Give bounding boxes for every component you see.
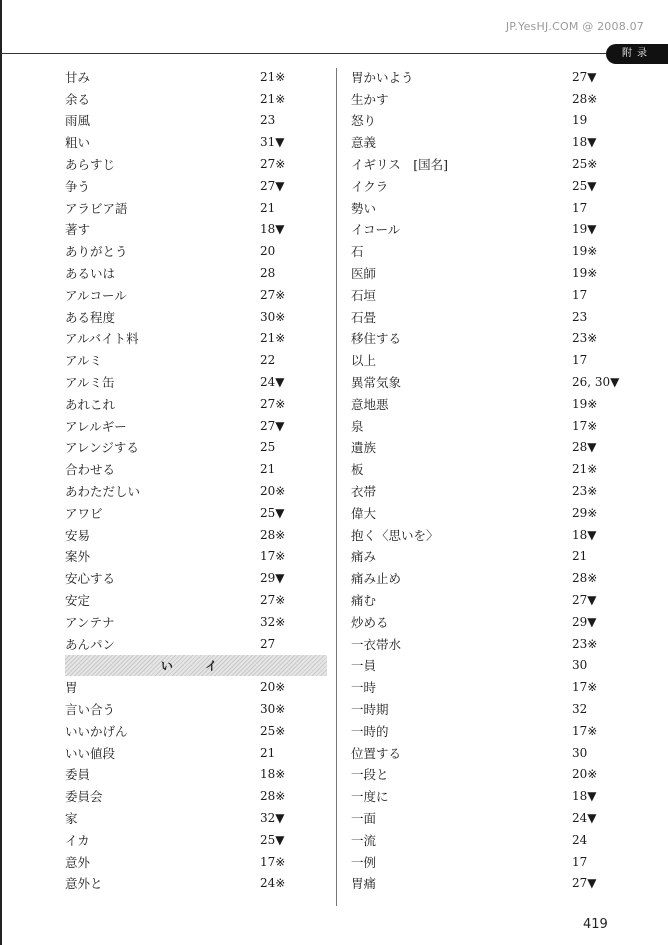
index-term: 泉 xyxy=(351,418,364,434)
page-reference: 32▼ xyxy=(260,810,285,825)
index-entry xyxy=(351,306,631,328)
index-term: アルミ缶 xyxy=(65,375,115,391)
index-entry xyxy=(65,415,335,437)
index-entry xyxy=(351,328,631,350)
index-entry xyxy=(351,415,631,437)
index-entry xyxy=(65,829,335,851)
index-entry xyxy=(351,458,631,480)
index-term: 安易 xyxy=(65,527,91,543)
page-reference: 24 xyxy=(572,832,588,847)
page-reference: 19※ xyxy=(572,244,598,259)
page-reference: 18▼ xyxy=(572,135,597,150)
page-reference: 18▼ xyxy=(572,789,597,804)
index-term: 甘み xyxy=(65,69,91,85)
page-reference: 20 xyxy=(260,244,276,259)
index-term: 勢い xyxy=(351,200,377,216)
index-term: 合わせる xyxy=(65,462,116,478)
page-reference: 19※ xyxy=(572,266,598,281)
index-term: イカ xyxy=(65,832,90,848)
index-entry xyxy=(65,131,335,153)
index-entry xyxy=(351,502,631,524)
index-entry xyxy=(65,458,335,480)
page-reference: 32 xyxy=(572,702,588,716)
index-term: 意外と xyxy=(65,876,103,892)
index-term: あるいは xyxy=(65,266,116,282)
page-reference: 30※ xyxy=(260,702,286,716)
index-term: 胃痛 xyxy=(351,876,377,892)
page-reference: 23※ xyxy=(572,331,598,346)
index-term: ありがとう xyxy=(65,244,128,260)
page-reference: 25▼ xyxy=(572,178,597,193)
index-entry xyxy=(351,175,631,197)
index-entry xyxy=(65,306,335,328)
page-reference: 21※ xyxy=(260,331,286,346)
index-entry xyxy=(351,698,631,720)
index-term: 言い合う xyxy=(65,702,116,717)
index-term: 胃かいよう xyxy=(351,69,414,85)
index-entry xyxy=(351,131,631,153)
page-reference: 21※ xyxy=(572,462,598,477)
section-heading-i xyxy=(65,655,327,677)
index-entry xyxy=(65,524,335,546)
appendix-tab: 附录 xyxy=(606,44,668,64)
index-entry xyxy=(351,720,631,742)
index-entry xyxy=(65,88,335,110)
page-reference: 21 xyxy=(260,200,276,215)
index-term: 意義 xyxy=(351,135,377,151)
page-reference: 17 xyxy=(572,854,588,869)
index-entry xyxy=(351,589,631,611)
index-entry xyxy=(65,197,335,219)
page-reference: 17※ xyxy=(260,854,286,869)
page-reference: 17※ xyxy=(572,418,598,433)
page-reference: 19 xyxy=(572,113,588,128)
index-term: 医師 xyxy=(351,266,377,282)
page-reference: 21※ xyxy=(260,91,286,106)
page-reference: 17 xyxy=(572,353,588,368)
section-heading-label: い イ xyxy=(160,658,232,673)
page-reference: 25 xyxy=(260,440,276,455)
page-reference: 17 xyxy=(572,200,588,215)
index-term: 位置する xyxy=(351,745,402,761)
index-entry xyxy=(65,567,335,589)
page-reference: 23※ xyxy=(572,484,598,499)
page-reference: 20※ xyxy=(260,680,286,695)
index-column-right xyxy=(351,66,631,894)
index-term: 抱く〈思いを〉 xyxy=(351,527,439,543)
index-term: 一面 xyxy=(351,810,377,826)
index-entry xyxy=(351,633,631,655)
index-term: 一時的 xyxy=(351,723,389,739)
page-reference: 21※ xyxy=(260,69,286,84)
page-reference: 19※ xyxy=(572,396,598,411)
index-entry xyxy=(351,829,631,851)
index-entry xyxy=(351,349,631,371)
index-term: あわただしい xyxy=(65,484,141,500)
index-term: あれこれ xyxy=(65,396,116,412)
index-term: イクラ xyxy=(351,178,389,194)
index-term: 痛み止め xyxy=(351,571,402,587)
index-term: アルコール xyxy=(65,287,127,303)
index-term: アワビ xyxy=(65,505,103,521)
index-entry xyxy=(351,110,631,132)
index-term: ある程度 xyxy=(65,309,116,325)
index-term: 一例 xyxy=(351,854,377,870)
page-reference: 27▼ xyxy=(572,876,597,891)
index-entry xyxy=(65,219,335,241)
index-term: 雨風 xyxy=(65,113,91,129)
index-entry xyxy=(65,349,335,371)
index-entry xyxy=(65,175,335,197)
index-term: 一段と xyxy=(351,767,389,783)
index-term: 石畳 xyxy=(351,309,377,325)
index-term: あらすじ xyxy=(65,157,116,173)
index-entry xyxy=(65,328,335,350)
scan-edge xyxy=(0,0,2,945)
index-entry xyxy=(65,393,335,415)
page-reference: 23 xyxy=(260,113,276,128)
index-term: 争う xyxy=(65,178,91,194)
index-entry xyxy=(65,371,335,393)
index-term: あんパン xyxy=(65,636,116,652)
index-term: 移住する xyxy=(351,331,402,347)
index-entry xyxy=(351,611,631,633)
page-reference: 25※ xyxy=(572,157,598,172)
page-reference: 23※ xyxy=(572,636,598,651)
index-term: 一衣帯水 xyxy=(351,636,402,652)
page-reference: 22 xyxy=(260,353,276,368)
index-term: 痛み xyxy=(351,549,377,565)
index-entry xyxy=(351,742,631,764)
index-entry xyxy=(65,66,335,88)
index-entry xyxy=(65,807,335,829)
index-entry xyxy=(351,785,631,807)
index-entry xyxy=(65,546,335,568)
index-term: アラビア語 xyxy=(65,200,128,216)
index-entry xyxy=(65,633,335,655)
page-reference: 28 xyxy=(260,266,276,281)
index-entry xyxy=(65,437,335,459)
index-term: 委員 xyxy=(65,767,91,783)
index-term: アルミ xyxy=(65,353,103,369)
page-reference: 21 xyxy=(260,745,276,760)
index-term: アンテナ xyxy=(65,614,115,630)
page-reference: 31▼ xyxy=(260,135,285,150)
index-entry xyxy=(65,240,335,262)
index-entry xyxy=(351,262,631,284)
index-entry xyxy=(351,437,631,459)
index-term: 余る xyxy=(65,91,91,107)
page-reference: 28▼ xyxy=(572,440,597,455)
index-term: 粗い xyxy=(65,135,91,151)
index-term: 遺族 xyxy=(351,440,377,456)
index-entry xyxy=(351,872,631,894)
index-entry xyxy=(65,589,335,611)
page-reference: 27▼ xyxy=(572,593,597,608)
index-term: 安心する xyxy=(65,571,116,587)
index-entry xyxy=(351,393,631,415)
index-term: 一員 xyxy=(351,658,377,674)
index-term: アルバイト料 xyxy=(65,331,139,347)
page-reference: 18※ xyxy=(260,767,286,782)
index-entry xyxy=(65,742,335,764)
index-entry xyxy=(351,807,631,829)
index-entry xyxy=(351,240,631,262)
page-reference: 27※ xyxy=(260,396,286,411)
index-entry xyxy=(351,153,631,175)
index-term: アレンジする xyxy=(65,440,139,456)
index-term: 一時 xyxy=(351,680,377,696)
index-term: アレルギー xyxy=(65,418,127,434)
index-entry xyxy=(351,676,631,698)
index-term: 以上 xyxy=(351,353,377,369)
index-entry xyxy=(351,66,631,88)
index-term: いいかげん xyxy=(65,723,128,739)
page-reference: 19▼ xyxy=(572,222,597,237)
index-term: 生かす xyxy=(351,91,389,107)
index-term: 胃 xyxy=(65,680,78,696)
index-entry xyxy=(65,720,335,742)
page-reference: 28※ xyxy=(260,789,286,804)
index-term: 一時期 xyxy=(351,702,389,717)
page-reference: 30※ xyxy=(260,309,286,324)
index-entry xyxy=(65,872,335,894)
page-reference: 27※ xyxy=(260,593,286,608)
index-entry xyxy=(351,371,631,393)
page-reference: 20※ xyxy=(572,767,598,782)
index-entry xyxy=(351,284,631,306)
index-term: 炒める xyxy=(351,614,389,630)
page-reference: 17※ xyxy=(572,723,598,738)
page-reference: 17※ xyxy=(572,680,598,695)
index-entry xyxy=(65,698,335,720)
index-entry xyxy=(65,611,335,633)
index-term: イコール xyxy=(351,222,401,238)
index-entry xyxy=(65,851,335,873)
index-term: 石 xyxy=(351,244,364,260)
index-entry xyxy=(351,219,631,241)
page-reference: 24▼ xyxy=(260,375,285,390)
page-reference: 25▼ xyxy=(260,832,285,847)
index-entry xyxy=(351,655,631,677)
index-term: 著す xyxy=(65,222,91,238)
index-entry xyxy=(351,524,631,546)
header-rule xyxy=(0,53,612,54)
index-column-left xyxy=(65,66,335,894)
page-reference: 26, 30▼ xyxy=(572,375,620,390)
page-reference: 24※ xyxy=(260,876,286,891)
page-reference: 29※ xyxy=(572,505,598,520)
page-reference: 27※ xyxy=(260,287,286,302)
page-reference: 18▼ xyxy=(572,527,597,542)
index-term: 一度に xyxy=(351,789,389,805)
index-entry xyxy=(65,153,335,175)
index-entry xyxy=(65,785,335,807)
index-entry xyxy=(351,546,631,568)
page-reference: 27※ xyxy=(260,157,286,172)
page-reference: 29▼ xyxy=(572,614,597,629)
page-reference: 25▼ xyxy=(260,505,285,520)
index-term: 一流 xyxy=(351,832,377,848)
index-entry xyxy=(65,502,335,524)
page-reference: 30 xyxy=(572,658,588,673)
page-reference: 25※ xyxy=(260,723,286,738)
page-reference: 28※ xyxy=(572,571,598,586)
index-entry xyxy=(351,851,631,873)
index-entry xyxy=(351,567,631,589)
index-term: 意外 xyxy=(65,854,91,870)
page-reference: 28※ xyxy=(260,527,286,542)
page-reference: 17※ xyxy=(260,549,286,564)
page-reference: 18▼ xyxy=(260,222,285,237)
index-term: 異常気象 xyxy=(351,375,402,391)
index-entry xyxy=(65,764,335,786)
index-entry xyxy=(351,480,631,502)
index-entry xyxy=(65,110,335,132)
column-divider xyxy=(336,68,337,906)
page-reference: 28※ xyxy=(572,91,598,106)
page-reference: 20※ xyxy=(260,484,286,499)
index-term: イギリス [国名] xyxy=(351,157,449,173)
index-term: 案外 xyxy=(65,549,91,565)
index-term: 怒り xyxy=(351,113,377,129)
index-entry xyxy=(65,262,335,284)
page-reference: 21 xyxy=(260,462,276,477)
index-term: 板 xyxy=(351,462,364,478)
page-reference: 17 xyxy=(572,287,588,302)
index-term: 委員会 xyxy=(65,789,103,805)
page-reference: 27▼ xyxy=(260,418,285,433)
watermark: JP.YesHJ.COM @ 2008.07 xyxy=(505,20,644,33)
page-reference: 21 xyxy=(572,549,588,564)
index-entry xyxy=(351,197,631,219)
page-reference: 24▼ xyxy=(572,810,597,825)
index-term: 衣帯 xyxy=(351,484,377,500)
page-reference: 30 xyxy=(572,745,588,760)
page-reference: 23 xyxy=(572,309,588,324)
index-term: いい値段 xyxy=(65,745,116,761)
page-reference: 27▼ xyxy=(572,69,597,84)
index-entry xyxy=(351,764,631,786)
page-reference: 27▼ xyxy=(260,178,285,193)
index-term: 家 xyxy=(65,810,78,826)
index-term: 偉大 xyxy=(351,505,377,521)
page-reference: 27 xyxy=(260,636,276,651)
index-term: 石垣 xyxy=(351,287,377,303)
index-term: 痛む xyxy=(351,593,377,609)
index-entry xyxy=(65,676,335,698)
page-reference: 32※ xyxy=(260,614,286,629)
index-entry xyxy=(65,480,335,502)
page-reference: 29▼ xyxy=(260,571,285,586)
index-term: 安定 xyxy=(65,593,91,609)
index-entry xyxy=(351,88,631,110)
page-number: 419 xyxy=(583,917,608,932)
index-term: 意地悪 xyxy=(351,396,389,412)
index-entry xyxy=(65,284,335,306)
